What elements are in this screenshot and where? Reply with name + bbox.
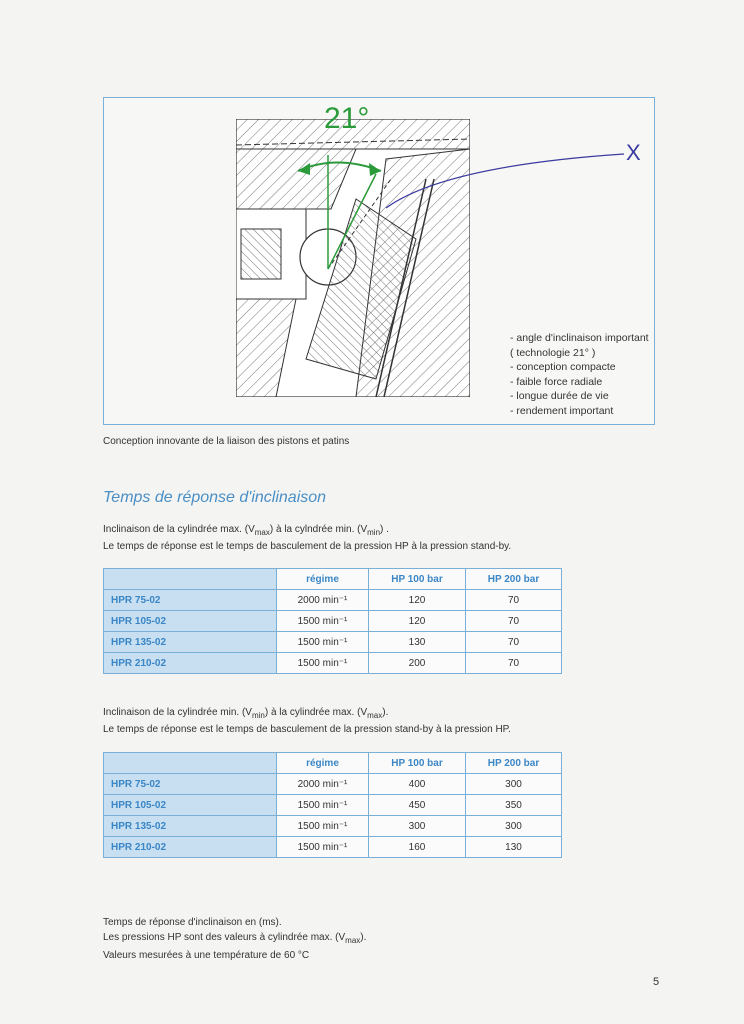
feature-item: - rendement important	[510, 404, 614, 417]
table-row: HPR 105-02 1500 min⁻¹ 450 350	[104, 795, 562, 816]
marker-leader-line	[384, 146, 634, 216]
table-row: HPR 105-02 1500 min⁻¹ 120 70	[104, 611, 562, 632]
response-table-1	[103, 568, 562, 674]
paragraph-1: Inclinaison de la cylindrée max. $(V_{max})$ à la cylndrée min. $(V_{min})$ . Le temps de réponse est le temps de basculement de la pression HP à la pression stand-by.	[103, 524, 512, 552]
angle-label: 21°	[324, 102, 370, 135]
table-header-row: régime HP 100 bar HP 200 bar	[104, 753, 562, 774]
feature-item: - angle d'inclinaison important	[510, 332, 649, 344]
footnote: Temps de réponse d'inclinaison en (ms). Les pressions HP sont des valeurs à cylindrée max. $(V_{max})$. Valeurs mesurées à une température de 60 °C	[103, 917, 367, 961]
section-title: Temps de réponse d'inclinaison	[103, 489, 327, 506]
table-row: HPR 75-02 2000 min⁻¹ 120 70	[104, 590, 562, 611]
feature-item: - longue durée de vie	[510, 390, 609, 402]
table-row: HPR 210-02 1500 min⁻¹ 200 70	[104, 653, 562, 674]
marker-x-label: X	[626, 140, 641, 165]
table-row: HPR 210-02 1500 min⁻¹ 160 130	[104, 837, 562, 858]
page-number: 5	[653, 976, 660, 988]
figure-box	[103, 97, 655, 425]
table-row: HPR 135-02 1500 min⁻¹ 300 300	[104, 816, 562, 837]
figure-caption: Conception innovante de la liaison des pistons et patins	[103, 436, 350, 447]
feature-item: - faible force radiale	[510, 375, 603, 388]
feature-item: ( technologie 21° )	[510, 346, 596, 359]
feature-list	[510, 331, 649, 418]
table-row: HPR 135-02 1500 min⁻¹ 130 70	[104, 632, 562, 653]
response-table-2	[103, 752, 562, 858]
table-row: HPR 75-02 2000 min⁻¹ 400 300	[104, 774, 562, 795]
feature-item: - conception compacte	[510, 361, 616, 373]
paragraph-2: Inclinaison de la cylindrée min. $(V_{min})$ à la cylindrée max. $(V_{max})$. Le temps de réponse est le temps de basculement de la pression stand-by à la pression HP.	[103, 707, 511, 735]
table-header-row: régime HP 100 bar HP 200 bar	[104, 569, 562, 590]
